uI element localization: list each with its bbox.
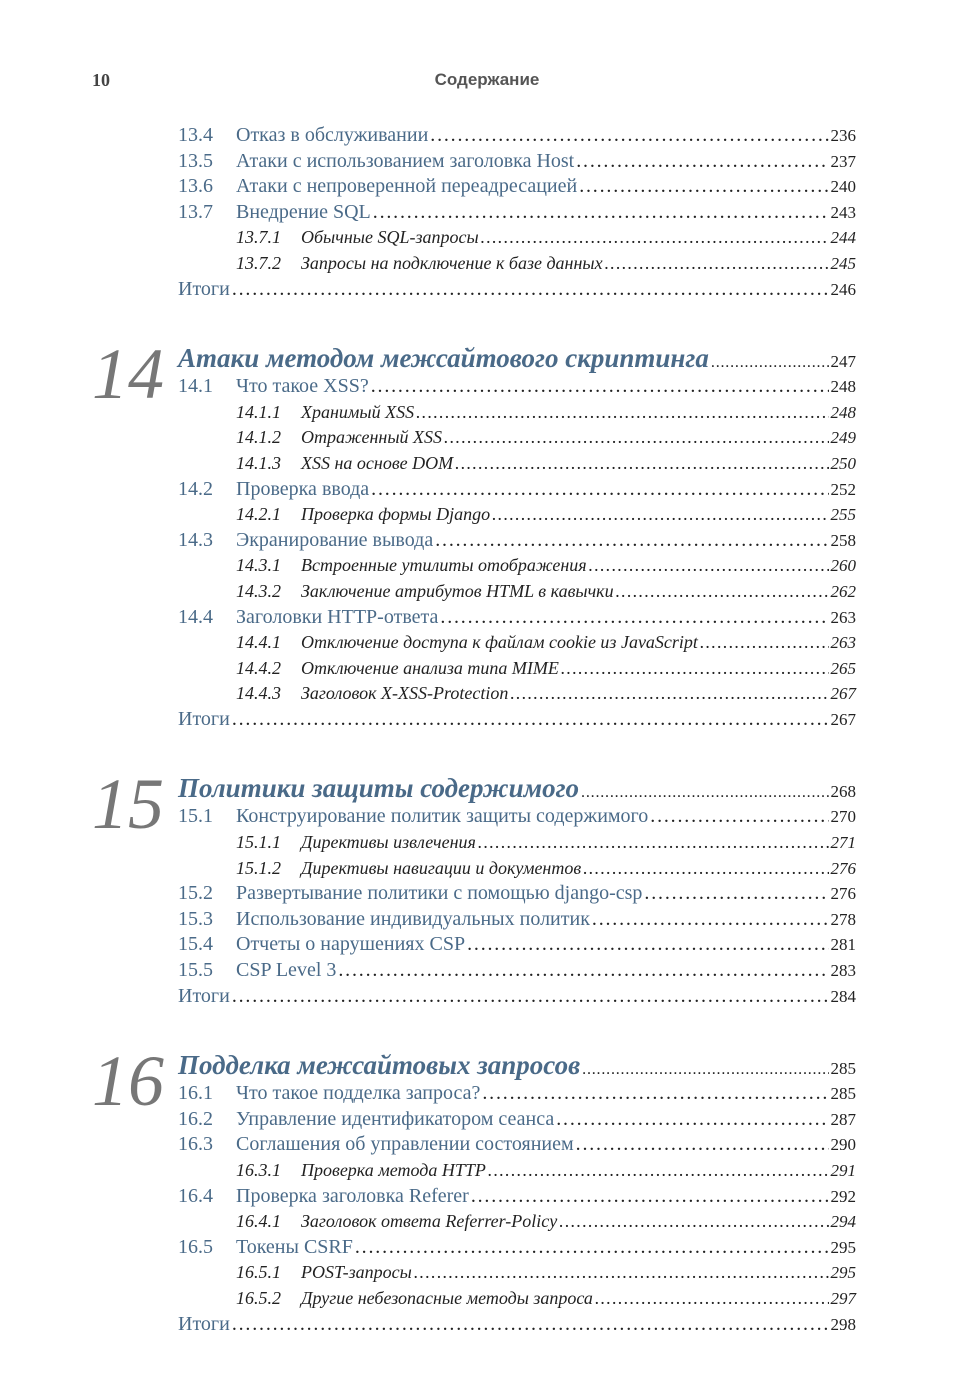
dot-leader — [471, 1184, 829, 1210]
entry-title: CSP Level 3 — [236, 959, 337, 982]
toc-subsection-entry[interactable] — [178, 502, 856, 528]
entry-number: 15.1.1 — [236, 832, 281, 853]
toc-section-entry[interactable] — [178, 1107, 856, 1133]
toc-subsection-entry[interactable] — [178, 830, 856, 856]
toc-summary-entry[interactable] — [178, 277, 856, 303]
toc-section-entry[interactable] — [178, 149, 856, 175]
entry-title: Что такое XSS? — [236, 375, 369, 398]
dot-leader — [467, 932, 828, 958]
entry-title: Отключение анализа типа MIME — [301, 657, 559, 678]
dot-leader — [232, 277, 829, 303]
dot-leader — [556, 1107, 828, 1133]
entry-number: 16.5.1 — [236, 1262, 281, 1283]
toc-section-entry[interactable] — [178, 881, 856, 907]
dot-leader — [576, 1132, 829, 1158]
toc-summary-entry[interactable] — [178, 707, 856, 733]
entry-title: Встроенные утилиты отображения — [301, 555, 587, 576]
entry-number: 16.4 — [178, 1184, 213, 1207]
entry-title: Что такое подделка запроса? — [236, 1082, 481, 1105]
dot-leader — [481, 225, 829, 251]
entry-title: Итоги — [178, 277, 230, 300]
entry-page-number: 247 — [830, 352, 856, 372]
dot-leader — [579, 174, 828, 200]
entry-title: Соглашения об управлении состоянием — [236, 1133, 574, 1156]
entry-title: Атаки с непроверенной переадресацией — [236, 175, 578, 198]
entry-page-number: 258 — [830, 530, 856, 550]
entry-title: Проверка метода HTTP — [301, 1160, 486, 1180]
entry-page-number: 262 — [830, 581, 856, 601]
toc-subsection-entry[interactable] — [178, 656, 856, 682]
dot-leader — [232, 984, 829, 1010]
chapter-number: 14 — [92, 334, 164, 415]
entry-number: 14.4 — [178, 605, 213, 628]
toc-summary-entry[interactable] — [178, 1312, 856, 1338]
entry-page-number: 278 — [830, 909, 856, 929]
dot-leader — [510, 681, 828, 707]
entry-number: 14.1.2 — [236, 427, 281, 448]
toc-section-entry[interactable] — [178, 123, 856, 149]
entry-number: 15.5 — [178, 959, 213, 982]
entry-number: 15.1.2 — [236, 857, 281, 878]
entry-page-number: 294 — [830, 1212, 856, 1232]
dot-leader — [559, 1209, 828, 1235]
entry-page-number: 276 — [830, 884, 856, 904]
toc-section-entry[interactable] — [178, 174, 856, 200]
entry-page-number: 268 — [830, 782, 856, 802]
toc-section-entry[interactable] — [178, 605, 856, 631]
dot-leader — [583, 856, 828, 882]
entry-number: 14.1.1 — [236, 401, 281, 422]
toc-section-entry[interactable] — [178, 1132, 856, 1158]
dot-leader — [561, 656, 829, 682]
dot-leader — [492, 502, 828, 528]
toc-section-entry[interactable] — [178, 200, 856, 226]
entry-number: 16.1 — [178, 1082, 213, 1105]
table-of-contents — [92, 123, 856, 1337]
page-number: 10 — [92, 70, 110, 90]
entry-page-number: 263 — [830, 633, 856, 653]
toc-subsection-entry[interactable] — [178, 400, 856, 426]
entry-page-number: 249 — [830, 428, 856, 448]
dot-leader — [355, 1235, 829, 1261]
entry-title: Директивы извлечения — [301, 832, 476, 853]
entry-number: 14.1 — [178, 375, 213, 398]
entry-title: Директивы навигации и документов — [301, 857, 582, 878]
entry-page-number: 284 — [830, 986, 856, 1006]
dot-leader — [592, 907, 829, 933]
entry-title: Конструирование политик защиты содержимого — [236, 805, 649, 828]
entry-title: Экранирование вывода — [236, 528, 434, 551]
dot-leader — [371, 477, 828, 503]
entry-title: Проверка формы Django — [301, 504, 491, 525]
dot-leader — [700, 630, 829, 656]
entry-page-number: 265 — [830, 658, 856, 678]
toc-summary-entry[interactable] — [178, 984, 856, 1010]
entry-page-number: 255 — [830, 505, 856, 525]
entry-page-number: 283 — [830, 961, 856, 981]
entry-number: 13.7.1 — [236, 227, 281, 248]
entry-number: 14.4.3 — [236, 683, 281, 704]
entry-page-number: 295 — [830, 1263, 856, 1283]
dot-leader — [232, 1312, 829, 1338]
entry-page-number: 297 — [830, 1288, 856, 1308]
dot-leader — [576, 149, 828, 175]
entry-page-number: 271 — [830, 833, 856, 853]
entry-title: Отказ в обслуживании — [236, 124, 429, 146]
entry-page-number: 290 — [830, 1135, 856, 1155]
dot-leader — [616, 579, 829, 605]
entry-number: 15.4 — [178, 933, 213, 956]
dot-leader — [595, 1286, 829, 1312]
entry-number: 13.7 — [178, 200, 213, 223]
entry-title: Атаки с использованием заголовка Host — [236, 149, 575, 172]
dot-leader — [440, 605, 828, 631]
entry-title: Управление идентификатором сеанса — [236, 1107, 555, 1130]
entry-page-number: 244 — [830, 228, 856, 248]
entry-number: 13.7.2 — [236, 252, 281, 273]
dot-leader — [416, 400, 828, 426]
entry-page-number: 281 — [830, 935, 856, 955]
entry-page-number: 285 — [830, 1084, 856, 1104]
dot-leader — [605, 251, 829, 277]
entry-number: 14.1.3 — [236, 452, 281, 473]
entry-page-number: 260 — [830, 556, 856, 576]
entry-title: XSS на основе DOM — [301, 452, 454, 473]
chapter-number: 16 — [92, 1041, 164, 1122]
entry-page-number: 270 — [830, 807, 856, 827]
toc-section-entry[interactable] — [178, 907, 856, 933]
toc-subsection-entry[interactable] — [178, 553, 856, 579]
toc-subsection-entry[interactable] — [178, 856, 856, 882]
entry-page-number: 236 — [830, 126, 856, 145]
entry-number: 13.5 — [178, 149, 213, 172]
toc-subsection-entry[interactable] — [178, 425, 856, 451]
entry-title: Итоги — [178, 1312, 230, 1335]
toc-subsection-entry[interactable] — [178, 1158, 856, 1184]
entry-number: 16.5.2 — [236, 1287, 281, 1308]
entry-page-number: 285 — [830, 1059, 856, 1079]
entry-title: Другие небезопасные методы запроса — [301, 1287, 593, 1308]
entry-page-number: 263 — [830, 607, 856, 627]
dot-leader — [435, 528, 828, 554]
chapter-title: Политики защиты содержимого — [178, 773, 580, 804]
toc-section-entry[interactable] — [178, 958, 856, 984]
entry-page-number: 248 — [830, 377, 856, 397]
entry-number: 16.3.1 — [236, 1160, 281, 1180]
toc-section-entry[interactable] — [178, 477, 856, 503]
entry-number: 13.6 — [178, 175, 213, 198]
entry-page-number: 291 — [830, 1161, 856, 1180]
entry-title: Заголовок ответа Referrer-Policy — [301, 1211, 558, 1232]
toc-section-entry[interactable] — [178, 804, 856, 830]
entry-number: 16.5 — [178, 1235, 213, 1258]
dot-leader — [488, 1158, 829, 1184]
entry-page-number: 250 — [830, 453, 856, 473]
entry-page-number: 237 — [830, 151, 856, 171]
entry-number: 15.2 — [178, 882, 213, 905]
dot-leader — [444, 425, 828, 451]
entry-page-number: 245 — [830, 253, 856, 273]
toc-subsection-entry[interactable] — [178, 1286, 856, 1312]
dot-leader — [373, 200, 829, 226]
entry-page-number: 298 — [830, 1314, 856, 1334]
entry-title: Итоги — [178, 984, 230, 1007]
entry-title: Отключение доступа к файлам cookie из JavaScript — [301, 632, 698, 653]
toc-section-entry[interactable] — [178, 1235, 856, 1261]
toc-subsection-entry[interactable] — [178, 251, 856, 277]
entry-page-number: 240 — [830, 177, 856, 197]
entry-page-number: 287 — [830, 1109, 856, 1129]
entry-number: 16.2 — [178, 1107, 213, 1130]
entry-number: 13.4 — [178, 124, 213, 146]
entry-title: Проверка заголовка Referer — [236, 1184, 469, 1207]
entry-number: 14.2.1 — [236, 504, 281, 525]
dot-leader — [338, 958, 828, 984]
entry-page-number: 243 — [830, 202, 856, 222]
dot-leader — [478, 830, 829, 856]
toc-subsection-entry[interactable] — [178, 630, 856, 656]
running-header: Содержание — [434, 70, 540, 89]
entry-number: 14.2 — [178, 477, 213, 500]
entry-number: 14.3.2 — [236, 580, 281, 601]
entry-page-number: 292 — [830, 1186, 856, 1206]
toc-subsection-entry[interactable] — [178, 1209, 856, 1235]
toc-section-entry[interactable] — [178, 374, 856, 400]
chapter-title: Атаки методом межсайтового скриптинга — [178, 343, 709, 374]
dot-leader — [589, 553, 829, 579]
dot-leader — [371, 374, 829, 400]
entry-title: Развертывание политики с помощью django-csp — [236, 882, 643, 905]
entry-page-number: 295 — [830, 1237, 856, 1257]
dot-leader — [482, 1081, 828, 1107]
toc-subsection-entry[interactable] — [178, 451, 856, 477]
entry-page-number: 252 — [830, 479, 856, 499]
entry-title: Заголовок X-XSS-Protection — [301, 683, 509, 704]
entry-title: Заключение атрибутов HTML в кавычки — [301, 580, 614, 601]
entry-number: 16.3 — [178, 1133, 213, 1156]
toc-section-entry[interactable] — [178, 1184, 856, 1210]
dot-leader — [650, 804, 828, 830]
toc-subsection-entry[interactable] — [178, 225, 856, 251]
toc-section-entry[interactable] — [178, 932, 856, 958]
entry-number: 15.3 — [178, 907, 213, 930]
entry-title: Запросы на подключение к базе данных — [301, 252, 603, 273]
entry-page-number: 267 — [830, 684, 856, 704]
toc-subsection-entry[interactable] — [178, 681, 856, 707]
dot-leader — [414, 1260, 829, 1286]
dot-leader — [644, 881, 828, 907]
entry-title: Отчеты о нарушениях CSP — [236, 933, 466, 956]
entry-title: Токены CSRF — [236, 1235, 353, 1258]
entry-title: POST-запросы — [301, 1262, 412, 1283]
entry-title: Проверка ввода — [236, 477, 370, 500]
entry-title: Использование индивидуальных политик — [236, 907, 590, 930]
entry-number: 14.4.1 — [236, 632, 281, 653]
entry-title: Хранимый XSS — [301, 401, 415, 422]
entry-number: 14.3 — [178, 528, 213, 551]
toc-subsection-entry[interactable] — [178, 579, 856, 605]
chapter-number: 15 — [92, 764, 164, 845]
entry-page-number: 248 — [830, 402, 856, 422]
entry-title: Отраженный XSS — [301, 427, 443, 448]
entry-page-number: 267 — [830, 709, 856, 729]
entry-title: Заголовки HTTP-ответа — [236, 605, 439, 628]
dot-leader — [430, 123, 828, 149]
entry-number: 14.4.2 — [236, 657, 281, 678]
entry-title: Внедрение SQL — [236, 200, 371, 223]
toc-subsection-entry[interactable] — [178, 1260, 856, 1286]
entry-title: Обычные SQL-запросы — [301, 227, 479, 248]
toc-section-entry[interactable] — [178, 528, 856, 554]
dot-leader — [455, 451, 828, 477]
entry-number: 16.4.1 — [236, 1211, 281, 1232]
entry-number: 15.1 — [178, 805, 213, 828]
dot-leader — [232, 707, 829, 733]
entry-page-number: 276 — [830, 858, 856, 878]
entry-number: 14.3.1 — [236, 555, 281, 576]
entry-page-number: 246 — [830, 279, 856, 299]
chapter-title: Подделка межсайтовых запросов — [178, 1050, 581, 1081]
toc-section-entry[interactable] — [178, 1081, 856, 1107]
entry-title: Итоги — [178, 707, 230, 730]
